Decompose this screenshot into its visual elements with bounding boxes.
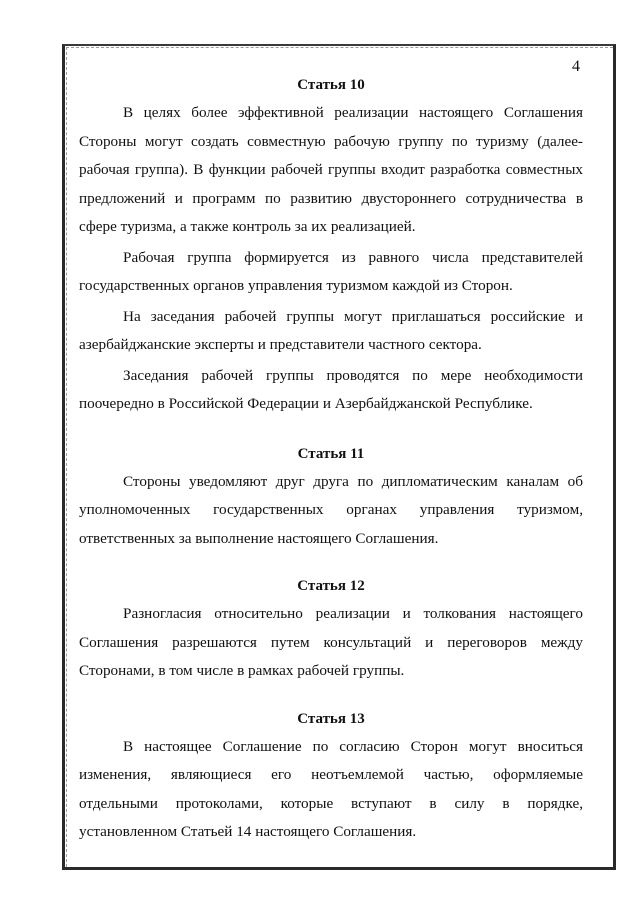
- paragraph: Рабочая группа формируется из равного числа представителей государственных органов управления туризмом каждой из Сторон.: [79, 248, 583, 294]
- paragraph: В целях более эффективной реализации настоящего Соглашения Стороны могут создать совместную рабочую группу по туризму (далее-рабочая группа). В функции рабочей группы входит разработка совместных предложений и программ по развитию двустороннего сотрудничества в сфере туризма, а также контроль за их реализацией.: [79, 104, 583, 235]
- article-13: [79, 706, 583, 847]
- article-title: Статья 13: [297, 710, 365, 727]
- paragraph: Заседания рабочей группы проводятся по мере необходимости поочередно в Российской Федерации и Азербайджанской Республике.: [79, 366, 583, 412]
- paragraph: Разногласия относительно реализации и толкования настоящего Соглашения разрешаются путем консультаций и переговоров между Сторонами, в том числе в рамках рабочей группы.: [79, 605, 583, 679]
- paragraph: В настоящее Соглашение по согласию Сторон могут вноситься изменения, являющиеся его неотъемлемой частью, оформляемые отдельными протоколами, которые вступают в силу в порядке, установленном Статьей 14 настоящего Соглашения.: [79, 737, 583, 840]
- article-title: Статья 11: [297, 445, 365, 462]
- article-10: [79, 72, 583, 419]
- article-title: Статья 10: [297, 77, 365, 93]
- article-11: [79, 441, 583, 554]
- paragraph: На заседания рабочей группы могут приглашаться российские и азербайджанские эксперты и представители частного сектора.: [79, 307, 583, 353]
- article-12: [79, 573, 583, 686]
- article-title: Статья 12: [297, 578, 365, 594]
- page-number: 4: [572, 58, 580, 75]
- paragraph: Стороны уведомляют друг друга по дипломатическим каналам об уполномоченных государственных органах управления туризмом, ответственных за выполнение настоящего Соглашения.: [79, 472, 583, 547]
- document-body: [79, 72, 583, 847]
